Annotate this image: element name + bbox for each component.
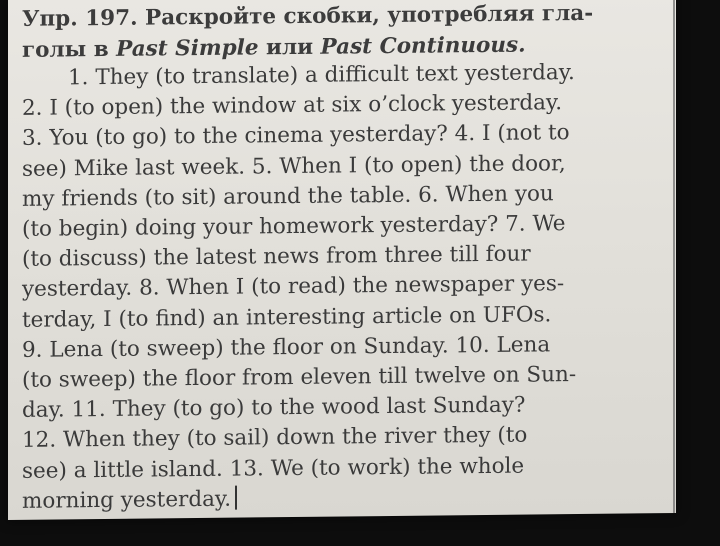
text-line: see) a little island. 13. We (to work) the whole <box>22 453 525 484</box>
text-line: (to discuss) the latest news from three till four <box>22 241 531 273</box>
exercise-body <box>22 57 662 517</box>
exercise-heading <box>22 0 662 66</box>
text-line: 3. You (to go) to the cinema yesterday? 4. I (not to <box>22 120 570 152</box>
text-cursor <box>235 485 237 509</box>
text-line: my friends (to sit) around the table. 6. When you <box>22 181 554 212</box>
text-line: 12. When they (to sail) down the river they (to <box>22 422 528 454</box>
text-line: (to begin) doing your homework yesterday? 7. We <box>22 211 566 242</box>
text-line: yesterday. 8. When I (to read) the newspaper yes- <box>22 271 565 303</box>
tense-past-simple: Past Simple <box>116 35 259 62</box>
text-line: 1. They (to translate) a difficult text yesterday. <box>68 60 575 91</box>
page-margin-line <box>673 0 675 513</box>
tense-past-continuous: Past Continuous. <box>320 32 526 60</box>
textbook-page <box>8 0 676 520</box>
heading-line-1: Упр. 197. Раскройте скобки, употребляя гла- <box>22 0 594 32</box>
text-line-last <box>22 480 662 517</box>
heading-text-a: голы в <box>22 36 117 63</box>
text-line: (to sweep) the floor from eleven till twelve on Sun- <box>22 362 577 393</box>
text-line: terday, I (to find) an interesting article on UFOs. <box>22 301 552 333</box>
text-line: day. 11. They (to go) to the wood last Sunday? <box>22 392 526 424</box>
text-line: 2. I (to open) the window at six o’clock yesterday. <box>22 90 563 122</box>
text-line: 9. Lena (to sweep) the floor on Sunday. 10. Lena <box>22 332 551 363</box>
text-line: morning yesterday. <box>22 486 232 514</box>
heading-text-c: или <box>258 34 321 61</box>
text-line: see) Mike last week. 5. When I (to open) the door, <box>22 150 566 182</box>
